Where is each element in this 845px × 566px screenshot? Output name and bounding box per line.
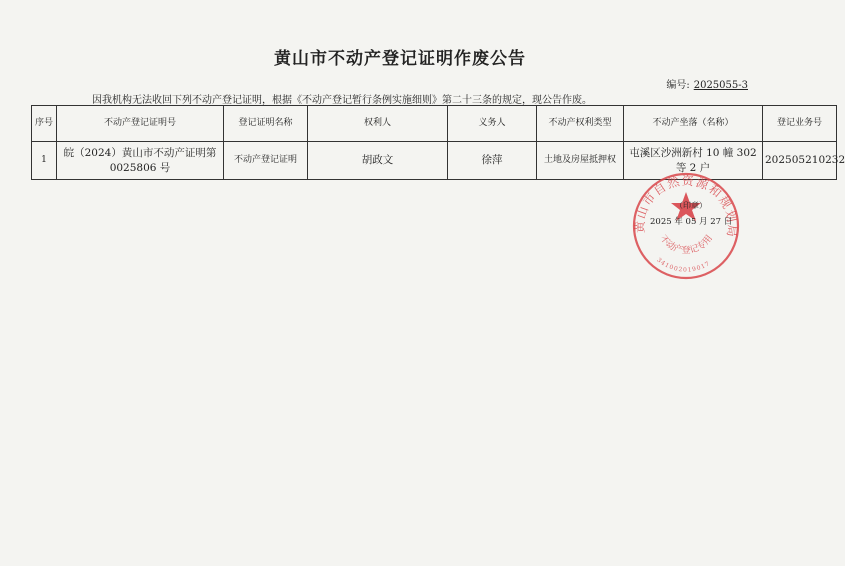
table-header-row — [32, 106, 837, 142]
seal-label: （印章） — [675, 201, 707, 210]
header-seq: 序号 — [32, 106, 57, 142]
seal-date: 2025 年 05 月 27 日 — [650, 217, 733, 227]
cell-location: 屯溪区沙洲新村 10 幢 302 等 2 户 — [624, 142, 763, 180]
cell-obligor: 徐萍 — [448, 142, 537, 180]
header-obligor: 义务人 — [448, 106, 537, 142]
header-location: 不动产坐落（名称） — [624, 106, 763, 142]
header-cert-name: 登记证明名称 — [224, 106, 308, 142]
certificate-table — [31, 105, 845, 180]
page-title: 黄山市不动产登记证明作废公告 — [274, 49, 526, 69]
document-number — [666, 76, 748, 91]
seal-code: 341002019017 — [655, 256, 712, 274]
header-right-type: 不动产权利类型 — [537, 106, 624, 142]
cell-right-holder: 胡政文 — [308, 142, 448, 180]
header-right-holder: 权利人 — [308, 106, 448, 142]
intro-paragraph: 因我机构无法收回下列不动产登记证明，根据《不动产登记暂行条例实施细则》第二十三条的规定，现公告作废。 — [92, 95, 592, 106]
cell-right-type: 土地及房屋抵押权 — [537, 142, 624, 180]
document-number-label: 编号: — [666, 80, 690, 91]
cell-cert-name: 不动产登记证明 — [224, 142, 308, 180]
header-cert-no: 不动产登记证明号 — [57, 106, 224, 142]
cell-seq: 1 — [32, 142, 57, 180]
seal-outer-text: 黄山市自然资源和规划局 — [632, 173, 740, 239]
cell-business-no: 202505210232 — [763, 142, 837, 180]
seal-inner-text: 不动产登记专用章 — [625, 163, 715, 257]
document-number-value: 2025055-3 — [693, 80, 748, 91]
header-business-no: 登记业务号 — [763, 106, 837, 142]
cell-cert-no: 皖（2024）黄山市不动产证明第 0025806 号 — [57, 142, 224, 180]
